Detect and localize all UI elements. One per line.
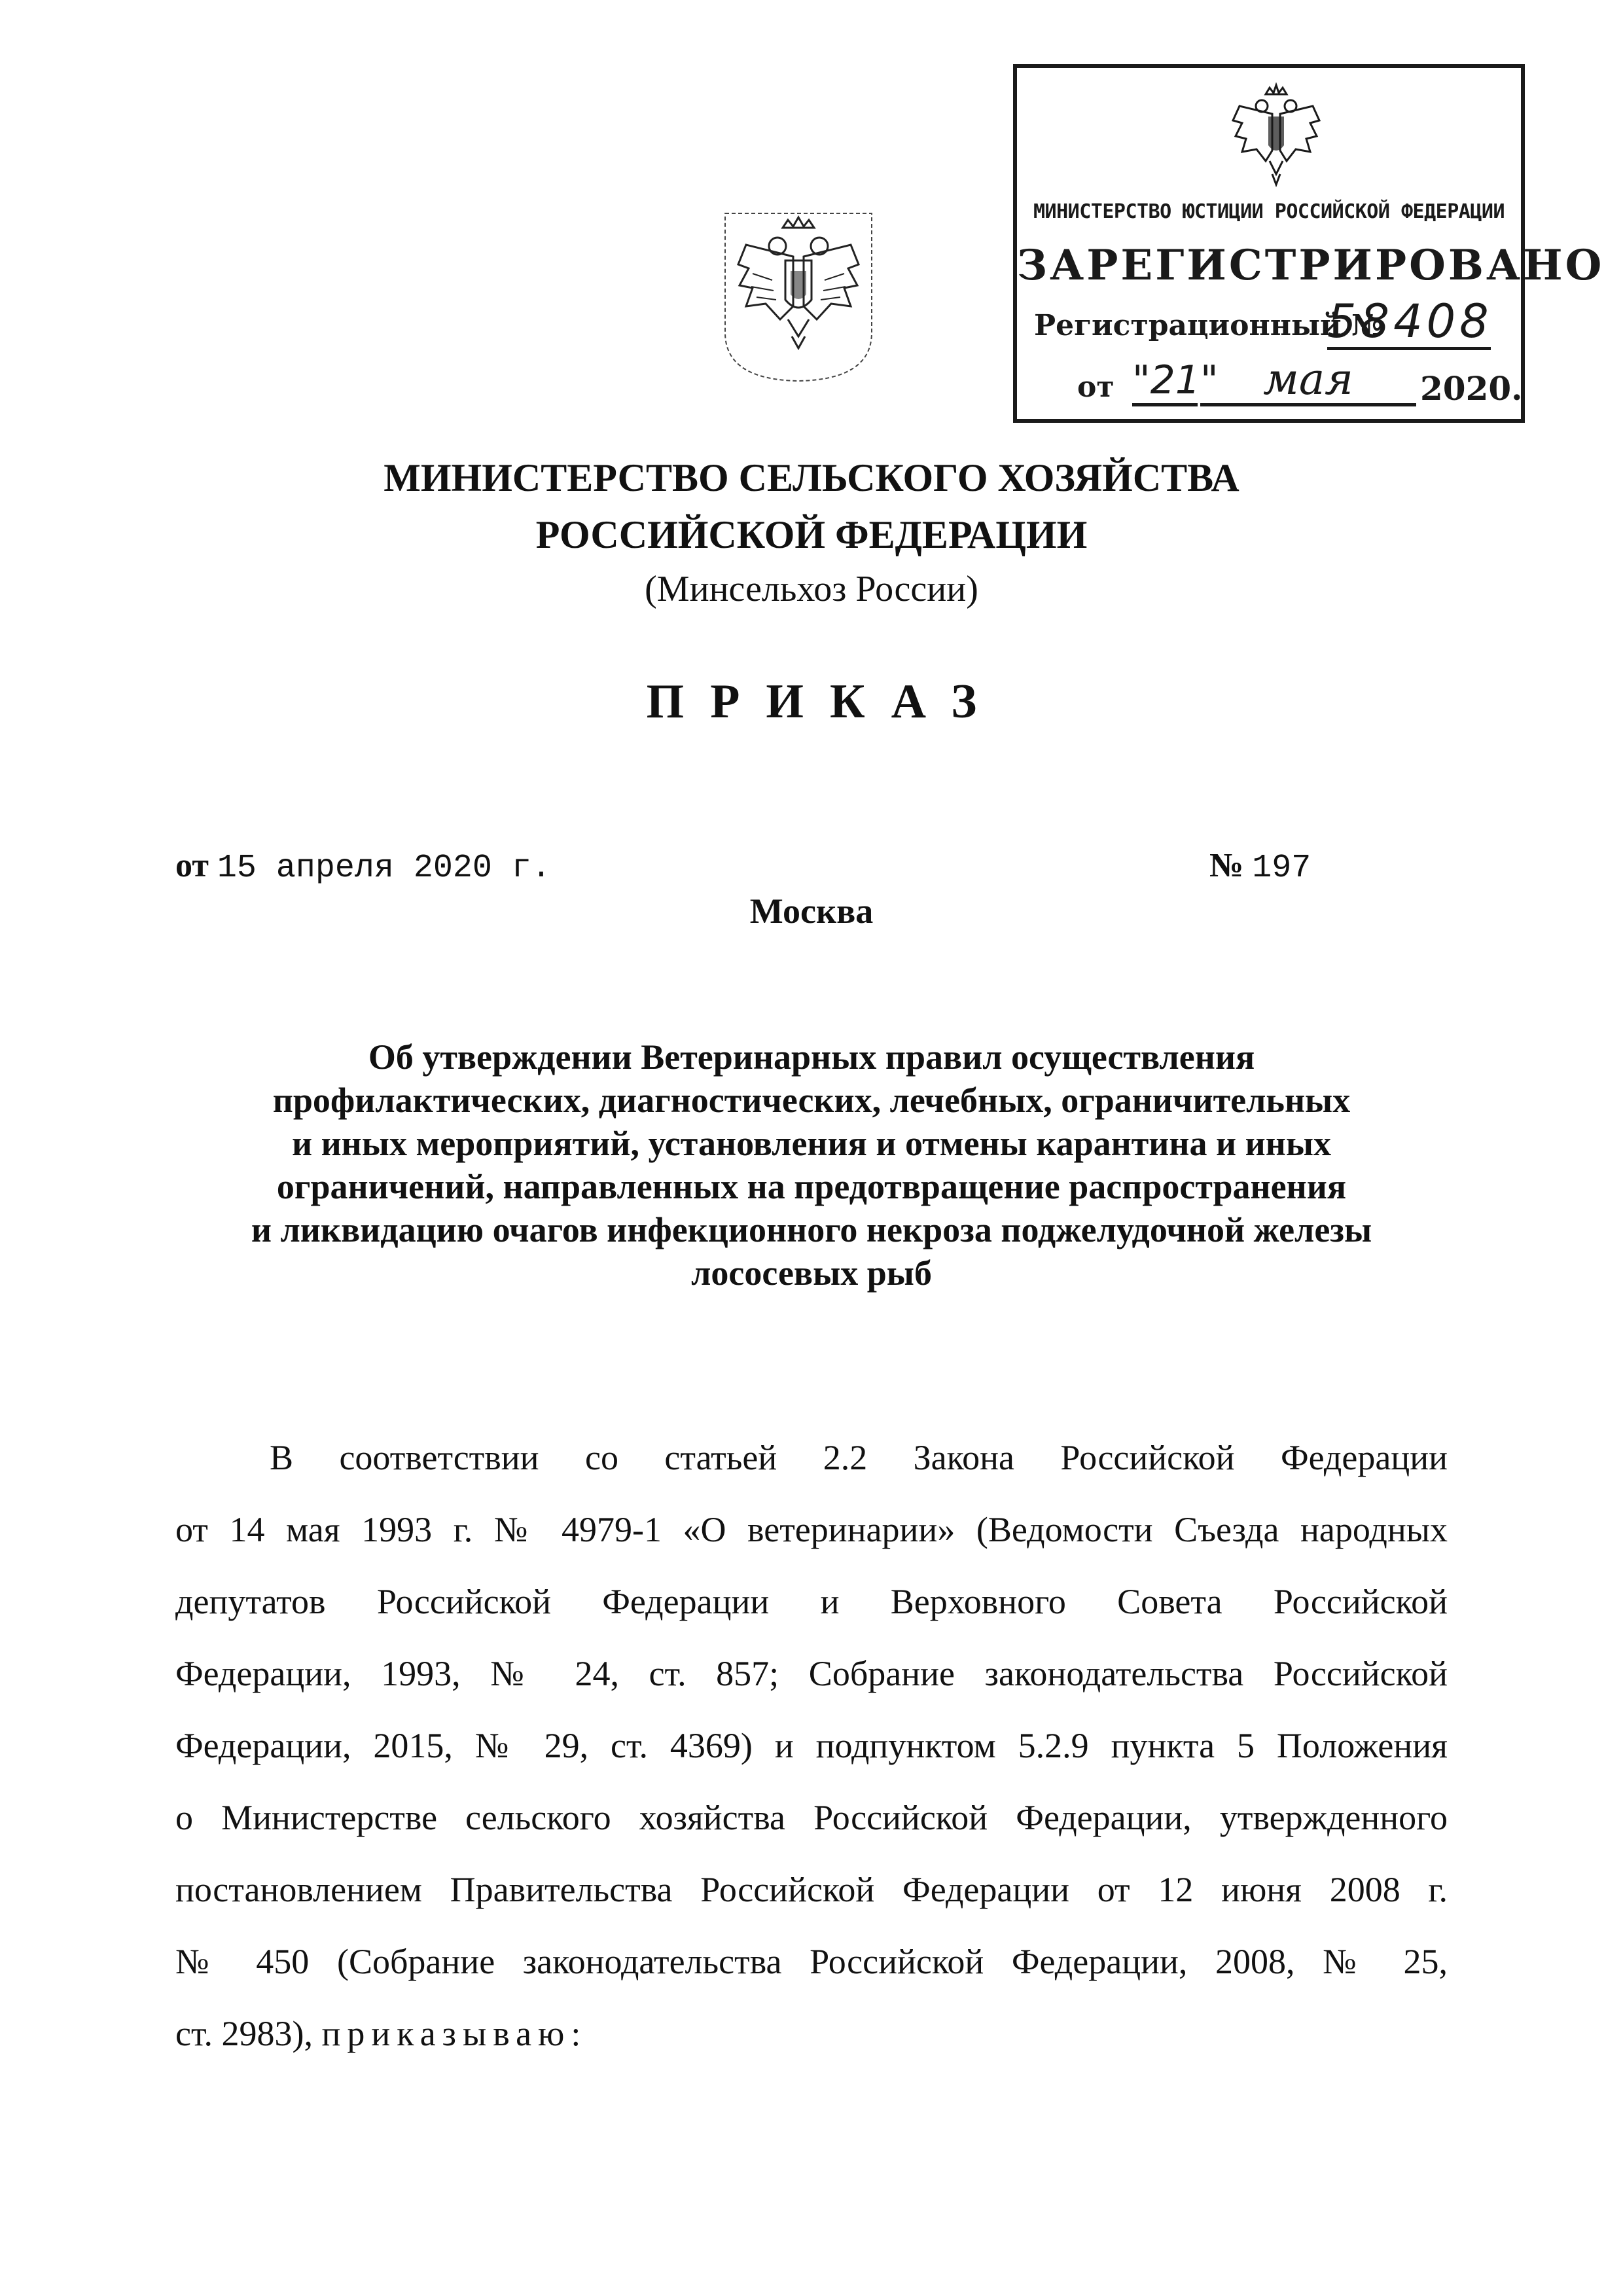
- order-number-value: 197: [1252, 850, 1311, 887]
- stamp-year-value: 2020.: [1420, 369, 1523, 408]
- stamp-emblem-icon: [1224, 82, 1329, 194]
- stamp-day-value: "21": [1132, 357, 1198, 406]
- body-line: № 450 (Собрание законодательства Российской Федерации, 2008, № 25,: [175, 1942, 1448, 1981]
- body-line: депутатов Российской Федерации и Верховного Совета Российской: [175, 1582, 1448, 1621]
- ministry-short-name: (Минсельхоз России): [645, 569, 978, 609]
- body-line: от 14 мая 1993 г. № 4979-1 «О ветеринарии» (Ведомости Съезда народных: [175, 1510, 1448, 1549]
- subject-line: ограничений, направленных на предотвращение распространения: [276, 1167, 1347, 1206]
- coat-of-arms-emblem-icon: [720, 208, 877, 385]
- body-line: В соответствии со статьей 2.2 Закона Российской Федерации: [270, 1438, 1448, 1477]
- order-date-label: от: [175, 847, 209, 884]
- order-number: [1209, 843, 1311, 891]
- body-paragraph: [175, 1422, 1448, 2070]
- ministry-name-line1: МИНИСТЕРСТВО СЕЛЬСКОГО ХОЗЯЙСТВА: [383, 456, 1240, 499]
- stamp-from-label: от: [1077, 370, 1115, 404]
- stamp-registered-label: ЗАРЕГИСТРИРОВАНО: [1017, 241, 1605, 290]
- order-city: Москва: [749, 891, 874, 931]
- stamp-regnum-label: Регистрационный №: [1034, 309, 1383, 342]
- body-last-line: [175, 1998, 1448, 2070]
- order-date: [175, 843, 551, 891]
- subject-line: и иных мероприятий, установления и отмены карантина и иных: [291, 1124, 1332, 1163]
- body-action-word: приказываю:: [321, 2014, 588, 2053]
- subject-line: профилактических, диагностических, лечебных, ограничительных: [272, 1081, 1351, 1120]
- body-last-line-start: ст. 2983),: [175, 2014, 313, 2053]
- body-line: о Министерстве сельского хозяйства Российской Федерации, утвержденного: [175, 1798, 1448, 1837]
- body-line: Федерации, 2015, № 29, ст. 4369) и подпунктом 5.2.9 пункта 5 Положения: [175, 1726, 1448, 1765]
- body-line: постановлением Правительства Российской Федерации от 12 июня 2008 г.: [175, 1870, 1448, 1909]
- stamp-regnum-value: 58408: [1327, 296, 1491, 350]
- body-line: Федерации, 1993, № 24, ст. 857; Собрание законодательства Российской: [175, 1654, 1448, 1693]
- order-subject: [131, 1035, 1492, 1295]
- stamp-month-value: мая: [1200, 356, 1416, 406]
- subject-line: и ликвидацию очагов инфекционного некроза поджелудочной железы: [251, 1210, 1372, 1249]
- subject-line: Об утверждении Ветеринарных правил осуществления: [368, 1037, 1255, 1077]
- order-date-value: 15 апреля 2020 г.: [217, 850, 551, 887]
- subject-line: лососевых рыб: [691, 1253, 932, 1293]
- order-number-label: №: [1209, 847, 1244, 884]
- registration-stamp: [1013, 64, 1605, 423]
- stamp-ministry-label: МИНИСТЕРСТВО ЮСТИЦИИ РОССИЙСКОЙ ФЕДЕРАЦИИ: [1033, 200, 1505, 223]
- ministry-name-line2: РОССИЙСКОЙ ФЕДЕРАЦИИ: [535, 513, 1088, 556]
- document-title: ПРИКАЗ: [646, 675, 1003, 728]
